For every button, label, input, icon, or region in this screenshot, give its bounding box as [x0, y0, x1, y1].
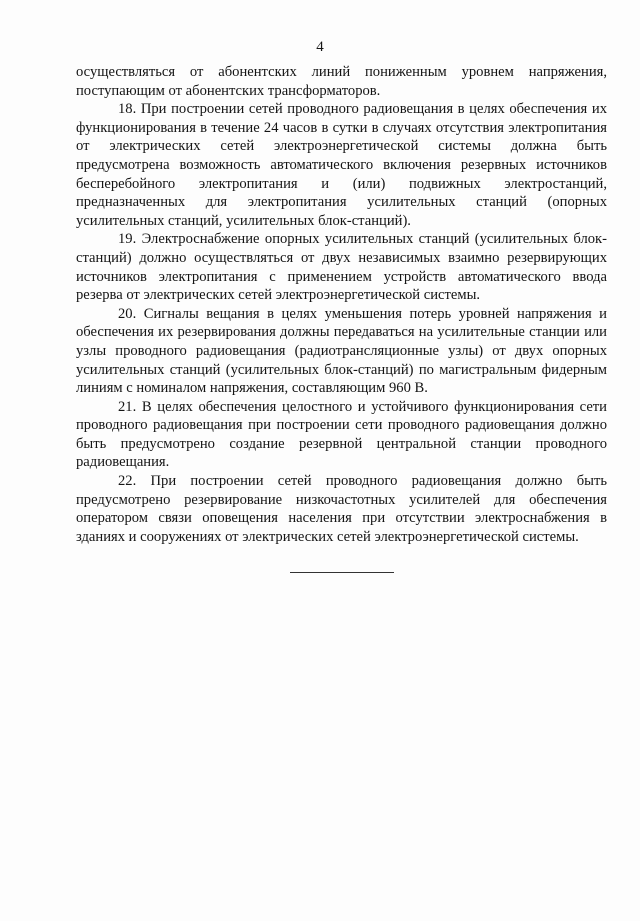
paragraph-20: 20. Сигналы вещания в целях уменьшения потерь уровней напряжения и обеспечения их резервирования должны передаваться на усилительные станции или узлы проводного радиовещания (радиотрансляционные узлы) от двух опорных усилительных станций (усилительных блок-станций) по магистральным фидерным линиям с номиналом напряжения, составляющим 960 В. [76, 305, 607, 397]
page-number: 4 [316, 39, 324, 55]
paragraph-21: 21. В целях обеспечения целостного и устойчивого функционирования сети проводного радиовещания при построении сети проводного радиовещания должно быть предусмотрено создание резервной центральной станции проводного радиовещания. [76, 398, 607, 471]
document-body [76, 63, 607, 546]
paragraph-22: 22. При построении сетей проводного радиовещания должно быть предусмотрено резервирование низкочастотных усилителей для обеспечения оператором связи оповещения населения при отсутствии электроснабжения в зданиях и сооружениях от электрических сетей электроэнергетической системы. [76, 473, 607, 545]
end-separator-line [290, 572, 394, 573]
paragraph-19: 19. Электроснабжение опорных усилительных станций (усилительных блок-станций) должно осуществляться от двух независимых взаимно резервирующих источников электропитания с применением устройств автоматического ввода резерва от электрических сетей электроэнергетической системы. [76, 231, 607, 304]
paragraph-18: 18. При построении сетей проводного радиовещания в целях обеспечения их функционирования в течение 24 часов в сутки в случаях отсутствия электропитания от электрических сетей электроэнергетической системы должна быть предусмотрена возможность автоматического включения резервных источников бесперебойного электропитания и (или) подвижных электростанций, предназначенных для электропитания усилительных станций (опорных усилительных станций, усилительных блок-станций). [76, 101, 607, 229]
paragraph-continuation: осуществляться от абонентских линий пониженным уровнем напряжения, поступающим от абонентских трансформаторов. [76, 64, 607, 99]
